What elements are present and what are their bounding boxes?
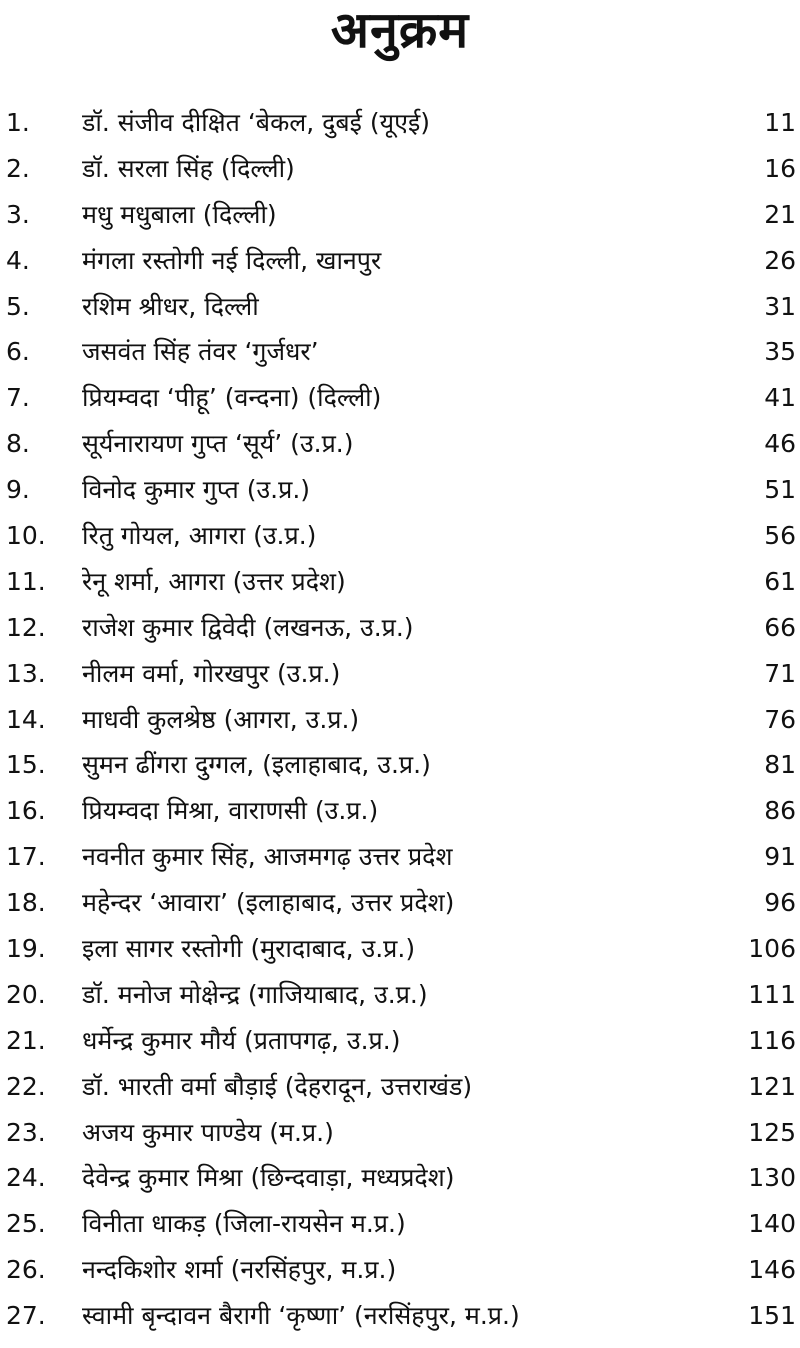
entry-title: रशिम श्रीधर, दिल्ली bbox=[82, 291, 259, 321]
entry-title: मधु मधुबाला (दिल्ली) bbox=[82, 199, 277, 229]
entry-page-number: 106 bbox=[748, 934, 796, 964]
entry-page-number: 35 bbox=[764, 337, 796, 367]
entry-number: 8. bbox=[6, 429, 30, 459]
entry-title: सूर्यनारायण गुप्त ‘सूर्य’ (उ.प्र.) bbox=[82, 429, 354, 459]
entry-title: महेन्दर ‘आवारा’ (इलाहाबाद, उत्तर प्रदेश) bbox=[82, 888, 455, 918]
toc-row bbox=[0, 559, 800, 605]
entry-number: 24. bbox=[6, 1163, 46, 1193]
entry-number: 16. bbox=[6, 796, 46, 826]
entry-page-number: 31 bbox=[764, 291, 796, 321]
entry-page-number: 146 bbox=[748, 1255, 796, 1285]
toc-row bbox=[0, 1018, 800, 1064]
toc-row bbox=[0, 1064, 800, 1110]
entry-number: 21. bbox=[6, 1025, 46, 1055]
entry-page-number: 140 bbox=[748, 1209, 796, 1239]
entry-title: राजेश कुमार द्विवेदी (लखनऊ, उ.प्र.) bbox=[82, 612, 414, 642]
entry-page-number: 151 bbox=[748, 1301, 796, 1331]
entry-title: डॉ. संजीव दीक्षित ‘बेकल, दुबई (यूएई) bbox=[82, 108, 431, 137]
toc-row bbox=[0, 238, 800, 284]
entry-title: देवेन्द्र कुमार मिश्रा (छिन्दवाड़ा, मध्यप्रदेश) bbox=[82, 1163, 455, 1193]
entry-title: धर्मेन्द्र कुमार मौर्य (प्रतापगढ़, उ.प्र.) bbox=[82, 1025, 401, 1055]
entry-number: 13. bbox=[6, 658, 46, 688]
entry-page-number: 86 bbox=[764, 796, 796, 826]
entry-number: 12. bbox=[6, 612, 46, 642]
toc-row bbox=[0, 651, 800, 697]
entry-page-number: 21 bbox=[764, 199, 796, 229]
entry-number: 5. bbox=[6, 291, 30, 321]
entry-number: 10. bbox=[6, 521, 46, 551]
toc-row bbox=[0, 1293, 800, 1339]
entry-page-number: 16 bbox=[764, 153, 796, 183]
entry-title: डॉ. सरला सिंह (दिल्ली) bbox=[82, 153, 295, 183]
entry-title: डॉ. मनोज मोक्षेन्द्र (गाजियाबाद, उ.प्र.) bbox=[82, 979, 428, 1009]
entry-page-number: 111 bbox=[748, 979, 796, 1009]
entry-title: विनोद कुमार गुप्त (उ.प्र.) bbox=[82, 475, 311, 505]
entry-title: इला सागर रस्तोगी (मुरादाबाद, उ.प्र.) bbox=[82, 934, 416, 964]
toc-row bbox=[0, 1155, 800, 1201]
entry-page-number: 96 bbox=[764, 888, 796, 918]
entry-number: 14. bbox=[6, 704, 46, 734]
toc-row bbox=[0, 605, 800, 651]
entry-page-number: 71 bbox=[764, 658, 796, 688]
toc-row bbox=[0, 146, 800, 192]
toc-row bbox=[0, 192, 800, 238]
entry-page-number: 91 bbox=[764, 842, 796, 872]
entry-number: 1. bbox=[6, 108, 30, 137]
entry-page-number: 66 bbox=[764, 612, 796, 642]
entry-title: स्वामी बृन्दावन बैरागी ‘कृष्णा’ (नरसिंहपुर, म.प्र.) bbox=[82, 1301, 520, 1331]
page-title: अनुक्रम bbox=[330, 1, 470, 59]
entry-page-number: 11 bbox=[764, 108, 796, 137]
entry-number: 9. bbox=[6, 475, 30, 505]
entry-page-number: 76 bbox=[764, 704, 796, 734]
toc-list bbox=[0, 100, 800, 1339]
entry-title: सुमन ढींगरा दुग्गल, (इलाहाबाद, उ.प्र.) bbox=[82, 750, 431, 780]
toc-row bbox=[0, 375, 800, 421]
entry-number: 3. bbox=[6, 199, 30, 229]
entry-number: 22. bbox=[6, 1071, 46, 1101]
entry-page-number: 51 bbox=[764, 475, 796, 505]
entry-title: प्रियम्वदा मिश्रा, वाराणसी (उ.प्र.) bbox=[82, 796, 379, 826]
entry-number: 25. bbox=[6, 1209, 46, 1239]
entry-page-number: 130 bbox=[748, 1163, 796, 1193]
entry-title: डॉ. भारती वर्मा बौड़ाई (देहरादून, उत्तराखंड) bbox=[82, 1071, 473, 1101]
entry-number: 15. bbox=[6, 750, 46, 780]
toc-row bbox=[0, 1201, 800, 1247]
entry-title: अजय कुमार पाण्डेय (म.प्र.) bbox=[82, 1117, 334, 1147]
entry-page-number: 41 bbox=[764, 383, 796, 413]
toc-row bbox=[0, 926, 800, 972]
entry-page-number: 61 bbox=[764, 566, 796, 596]
toc-row bbox=[0, 467, 800, 513]
toc-row bbox=[0, 834, 800, 880]
entry-number: 18. bbox=[6, 888, 46, 918]
entry-title: मंगला रस्तोगी नई दिल्ली, खानपुर bbox=[82, 245, 382, 275]
entry-title: नीलम वर्मा, गोरखपुर (उ.प्र.) bbox=[82, 658, 341, 688]
entry-number: 11. bbox=[6, 566, 46, 596]
entry-page-number: 125 bbox=[748, 1117, 796, 1147]
entry-number: 4. bbox=[6, 245, 30, 275]
toc-row bbox=[0, 972, 800, 1018]
entry-title: नन्दकिशोर शर्मा (नरसिंहपुर, म.प्र.) bbox=[82, 1255, 397, 1285]
toc-row bbox=[0, 1247, 800, 1293]
entry-title: माधवी कुलश्रेष्ठ (आगरा, उ.प्र.) bbox=[82, 704, 360, 734]
entry-number: 20. bbox=[6, 979, 46, 1009]
toc-row bbox=[0, 100, 800, 146]
entry-number: 26. bbox=[6, 1255, 46, 1285]
entry-page-number: 26 bbox=[764, 245, 796, 275]
entry-title: प्रियम्वदा ‘पीहू’ (वन्दना) (दिल्ली) bbox=[82, 383, 382, 413]
toc-row bbox=[0, 880, 800, 926]
toc-row bbox=[0, 1110, 800, 1156]
toc-row bbox=[0, 697, 800, 743]
entry-number: 19. bbox=[6, 934, 46, 964]
entry-number: 17. bbox=[6, 842, 46, 872]
entry-title: रेनू शर्मा, आगरा (उत्तर प्रदेश) bbox=[82, 566, 346, 596]
entry-page-number: 81 bbox=[764, 750, 796, 780]
entry-number: 23. bbox=[6, 1117, 46, 1147]
entry-title: नवनीत कुमार सिंह, आजमगढ़ उत्तर प्रदेश bbox=[82, 842, 453, 872]
entry-title: विनीता धाकड़ (जिला-रायसेन म.प्र.) bbox=[82, 1209, 406, 1239]
toc-row bbox=[0, 329, 800, 375]
entry-title: रितु गोयल, आगरा (उ.प्र.) bbox=[82, 521, 317, 551]
entry-page-number: 121 bbox=[748, 1071, 796, 1101]
toc-row bbox=[0, 284, 800, 330]
entry-title: जसवंत सिंह तंवर ‘गुर्जधर’ bbox=[82, 337, 319, 367]
toc-row bbox=[0, 742, 800, 788]
entry-page-number: 56 bbox=[764, 521, 796, 551]
entry-number: 2. bbox=[6, 153, 30, 183]
entry-page-number: 116 bbox=[748, 1025, 796, 1055]
entry-number: 27. bbox=[6, 1301, 46, 1331]
entry-page-number: 46 bbox=[764, 429, 796, 459]
entry-number: 7. bbox=[6, 383, 30, 413]
entry-number: 6. bbox=[6, 337, 30, 367]
toc-row bbox=[0, 788, 800, 834]
toc-row bbox=[0, 513, 800, 559]
toc-row bbox=[0, 421, 800, 467]
